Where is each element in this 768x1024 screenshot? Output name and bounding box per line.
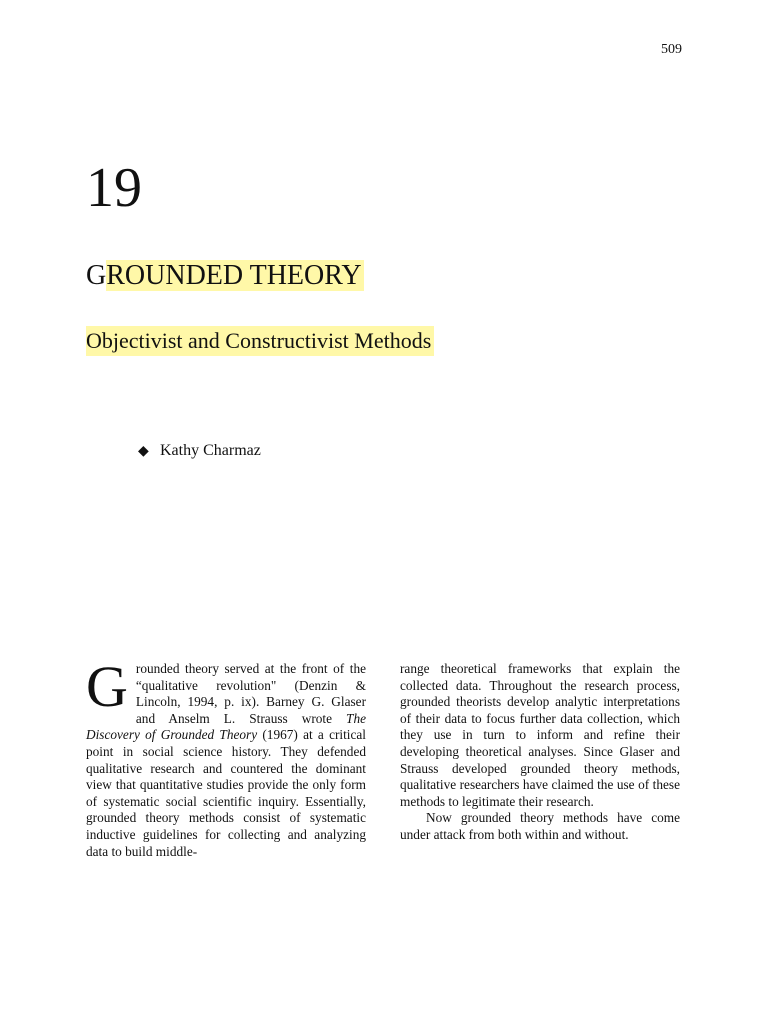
book-title: The Discovery of Grounded Theory	[86, 710, 366, 743]
left-text-run-1: rounded theory served at the front of the “qualitative revolution" (Denzin & Lincoln, 1994, p. ix). Barney G. Glaser and Anselm L. Strauss wrote	[135, 661, 366, 726]
left-column-paragraph	[86, 654, 366, 860]
author-name: Kathy Charmaz	[160, 442, 261, 459]
right-column	[400, 661, 680, 844]
left-text-run-2: (1967) at a critical point in social science history. They defended qualitative research and countered the dominant view that quantitative studies provide the only form of systematic social scientific inquiry. Essentially, grounded theory methods consist of systematic inductive guidelines for collecting and analyzing data to build middle-	[86, 727, 366, 859]
right-paragraph-2: Now grounded theory methods have come under attack from both within and without.	[400, 810, 680, 842]
chapter-number: 19	[86, 157, 142, 219]
left-column	[86, 654, 366, 860]
diamond-bullet-icon: ◆	[138, 444, 149, 459]
right-paragraph-1: range theoretical frameworks that explain the collected data. Throughout the research process, grounded theorists develop analytic interpretations of their data to focus further data collection, which they use in turn to inform and refine their developing theoretical analyses. Since Glaser and Strauss developed grounded theory methods, qualitative researchers have claimed the use of these methods to legitimate their research.	[400, 661, 680, 809]
chapter-title-rest: ROUNDED THEORY	[106, 260, 362, 291]
page-number: 509	[661, 42, 682, 57]
chapter-title-initial: G	[86, 260, 107, 291]
chapter-subtitle: Objectivist and Constructivist Methods	[86, 326, 434, 356]
author-line	[138, 440, 261, 463]
drop-cap: G	[86, 654, 128, 719]
chapter-title	[86, 257, 364, 295]
